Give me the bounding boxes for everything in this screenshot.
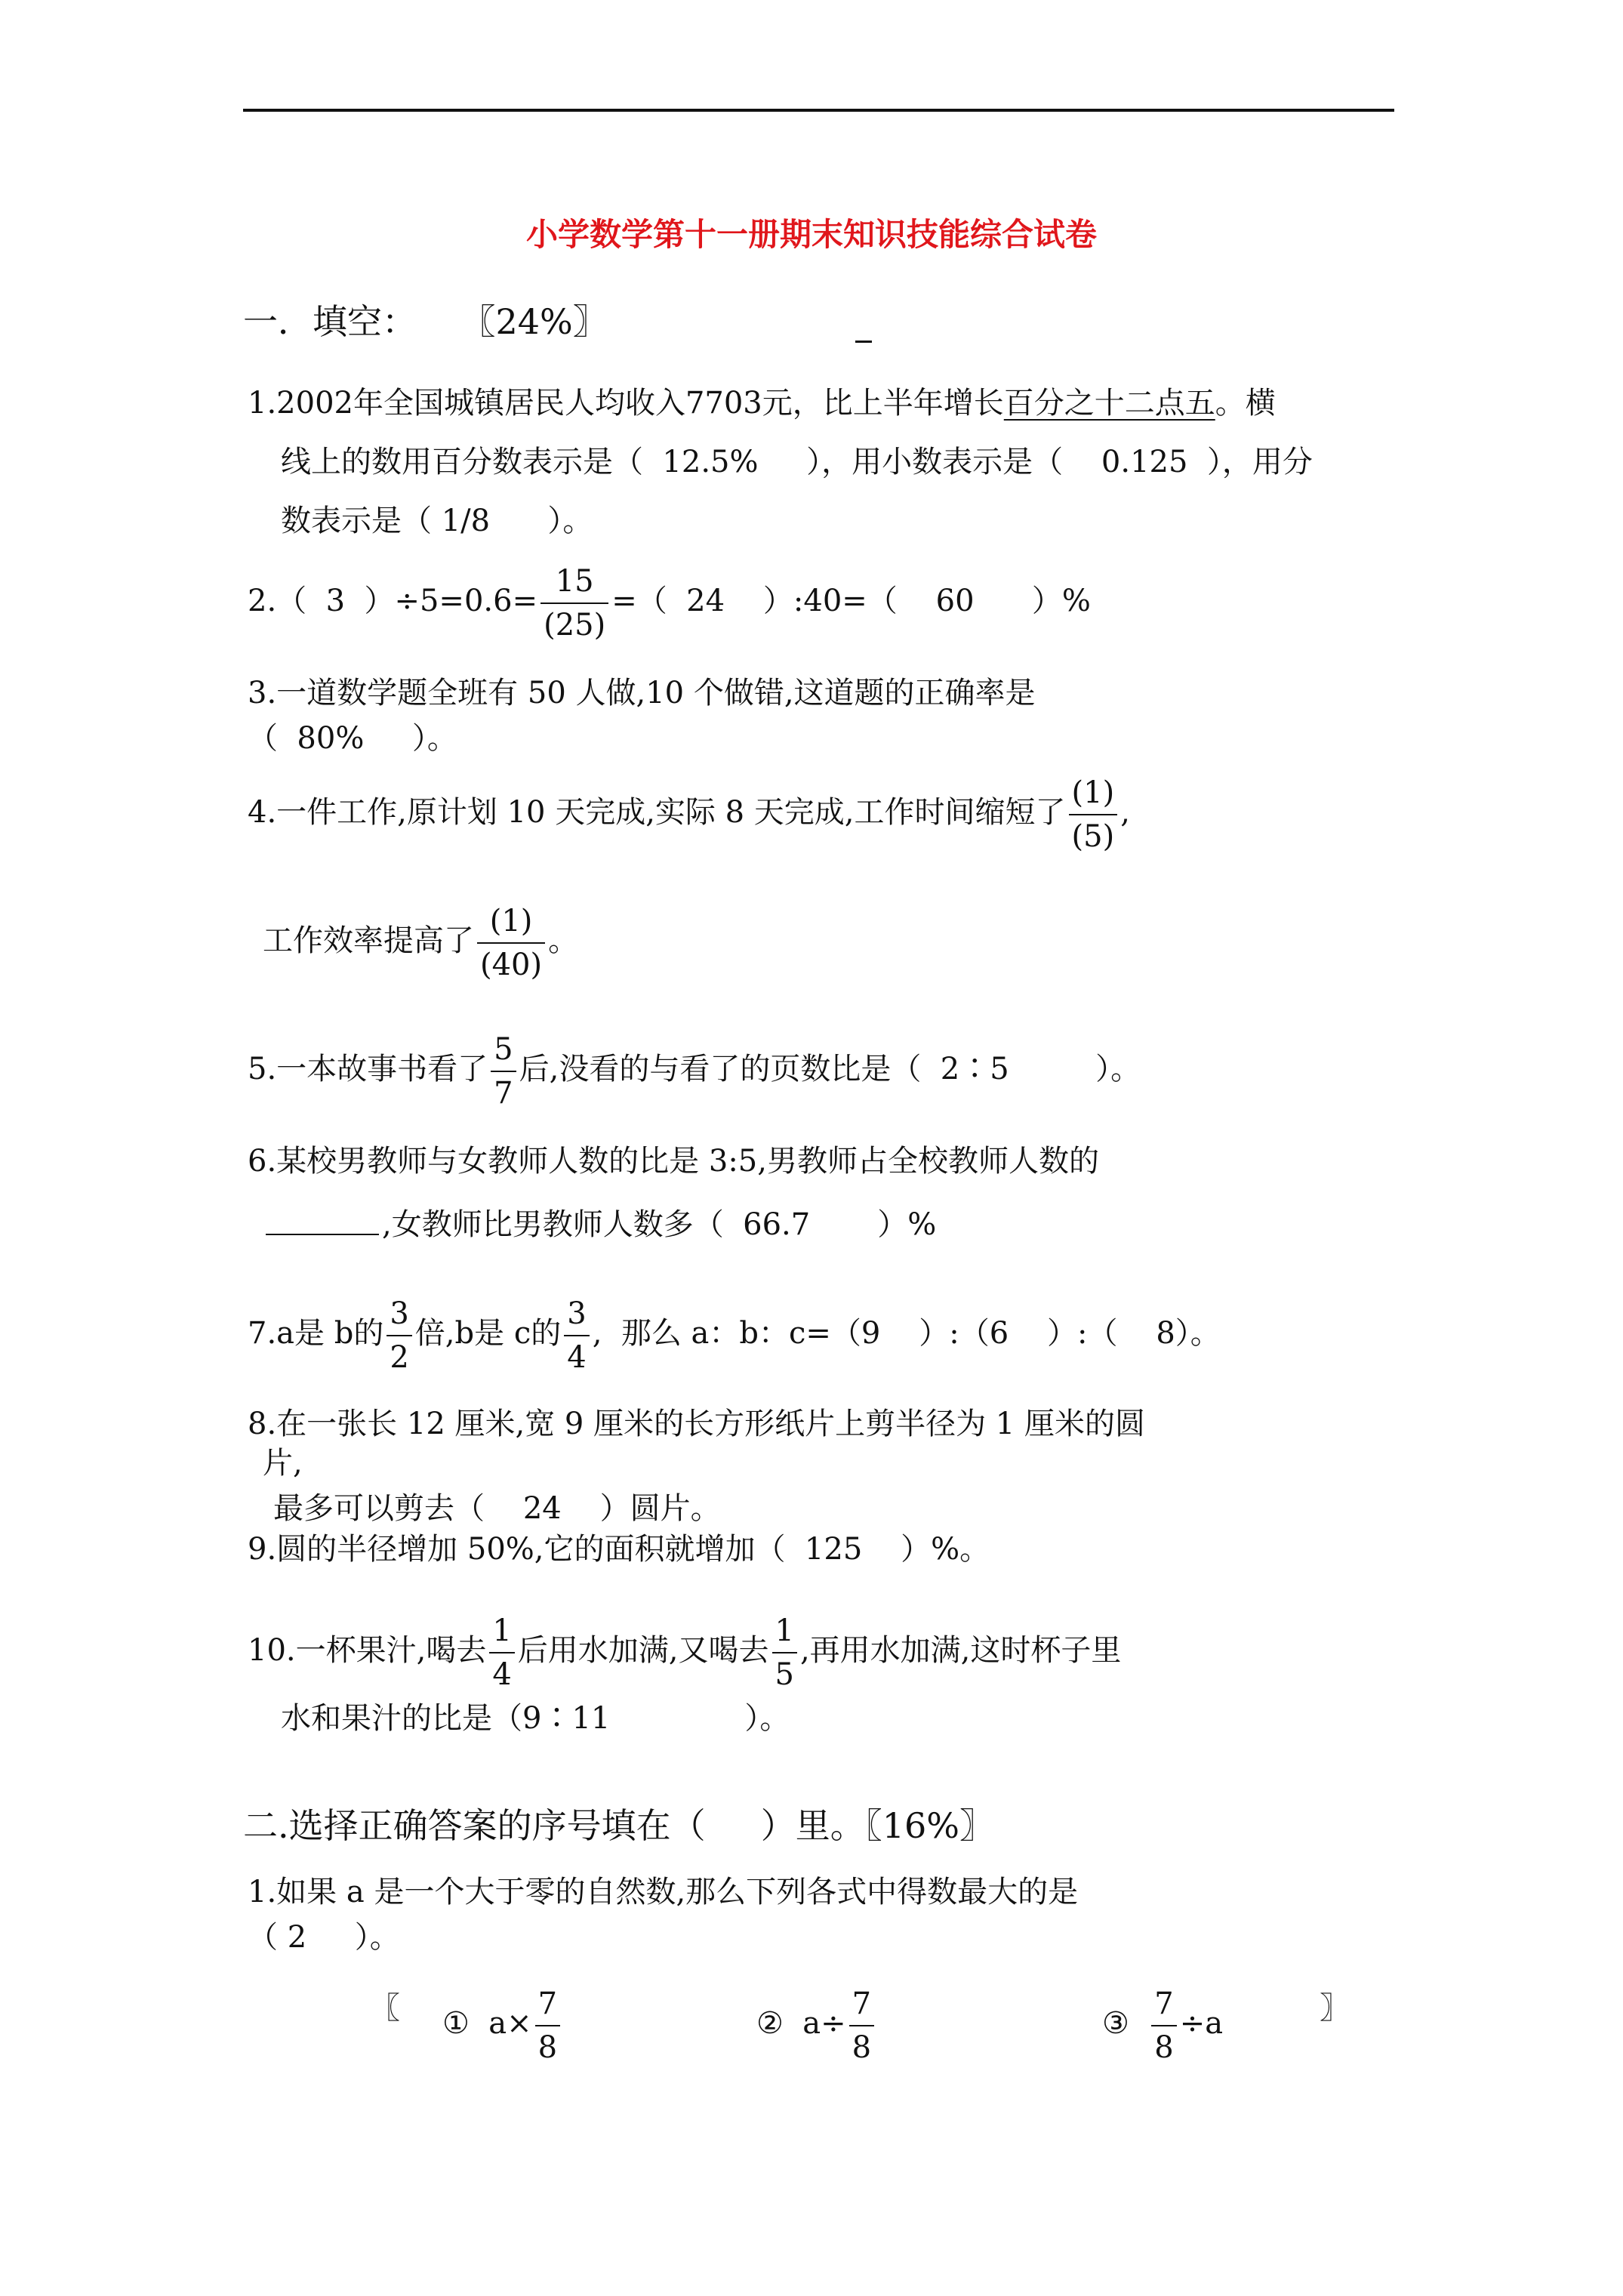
q3-line1: 3.一道数学题全班有 50 人做,10 个做错,这道题的正确率是 (248, 676, 1036, 710)
q8-line2: 片, (263, 1446, 303, 1481)
fraction: $\frac{3}{4}$ (564, 1299, 589, 1373)
fraction: $\frac{3}{2}$ (387, 1299, 411, 1373)
s2q1-line2: （ 2 ）。 (248, 1920, 400, 1955)
q4-line2: 工作效率提高了 $\frac{(1)}{(40)}$ 。 (263, 904, 579, 982)
fraction: $\frac{1}{5}$ (772, 1616, 797, 1690)
q1-line2: 线上的数用百分数表示是（ 12.5% ），用小数表示是（ 0.125 ），用分 (281, 445, 1313, 479)
q4-line1: 4.一件工作,原计划 10 天完成,实际 8 天完成,工作时间缩短了 $\frac{(1)}{(5)}$ , (248, 775, 1130, 854)
q1-line3: 数表示是（ 1/8 ）。 (281, 504, 593, 538)
answer-blank (266, 1219, 379, 1235)
fraction: $\frac{7}{8}$ (1151, 1989, 1176, 2063)
option-3: ③ $\frac{7}{8}$ ÷a (1102, 1986, 1224, 2065)
option-close-bracket: 〗 (1320, 1991, 1350, 2026)
stray-dash (855, 341, 872, 343)
fraction: $\frac{7}{8}$ (849, 1989, 874, 2063)
s2q1-line1: 1.如果 a 是一个大于零的自然数,那么下列各式中得数最大的是 (248, 1875, 1079, 1909)
q8-line3: 最多可以剪去（ 24 ）圆片。 (273, 1491, 721, 1526)
q5-line: 5.一本故事书看了 $\frac{5}{7}$ 后,没看的与看了的页数比是（ 2∶5 ）。 (248, 1032, 1141, 1111)
q1-line1: 1.2002年全国城镇居民人均收入7703元，比上半年增长百分之十二点五。横 (248, 386, 1276, 421)
fraction: $\frac{1}{4}$ (489, 1616, 514, 1690)
fraction: $\frac{(1)}{(5)}$ (1069, 778, 1118, 852)
page-title: 小学数学第十一册期末知识技能综合试卷 (525, 216, 1097, 253)
q6-line2: ,女教师比男教师人数多（ 66.7 ）% (266, 1205, 936, 1244)
section1-heading: 一．填空： 〖24%〗 (243, 301, 608, 342)
fraction: $\frac{7}{8}$ (535, 1989, 560, 2063)
q9-line: 9.圆的半径增加 50%,它的面积就增加（ 125 ）%。 (248, 1532, 990, 1567)
q7-line: 7.a是 b的 $\frac{3}{2}$ 倍,b是 c的 $\frac{3}{4}$ , 那么 a：b：c=（9 ）:（6 ）:（ 8）。 (248, 1296, 1221, 1375)
q6-line1: 6.某校男教师与女教师人数的比是 3:5,男教师占全校教师人数的 (248, 1144, 1099, 1179)
q3-line2: （ 80% ）。 (248, 721, 457, 756)
fraction: $\frac{(1)}{(40)}$ (477, 906, 545, 980)
fraction: $\frac{15}{(25)}$ (540, 566, 608, 640)
option-open-bracket: 〖 (370, 1991, 400, 2026)
fraction: $\frac{5}{7}$ (491, 1034, 516, 1108)
q10-line2: 水和果汁的比是（9∶11 ）。 (281, 1701, 790, 1736)
underlined-phrase: 百分之十二点五 (1003, 386, 1215, 421)
header-rule (243, 109, 1394, 112)
section2-heading: 二.选择正确答案的序号填在（ ）里。〖16%〗 (243, 1805, 994, 1846)
q2-line: 2.（ 3 ）÷5=0.6= $\frac{15}{(25)}$ =（ 24 ）:40=（ 60 ）% (248, 564, 1091, 643)
q8-line1: 8.在一张长 12 厘米,宽 9 厘米的长方形纸片上剪半径为 1 厘米的圆 (248, 1407, 1145, 1441)
option-2: ② a÷ $\frac{7}{8}$ (756, 1989, 877, 2063)
option-1: ① a× $\frac{7}{8}$ (442, 1989, 563, 2063)
q10-line1: 10.一杯果汁,喝去 $\frac{1}{4}$ 后用水加满,又喝去 $\frac{1}{5}$ ,再用水加满,这时杯子里 (248, 1613, 1122, 1692)
